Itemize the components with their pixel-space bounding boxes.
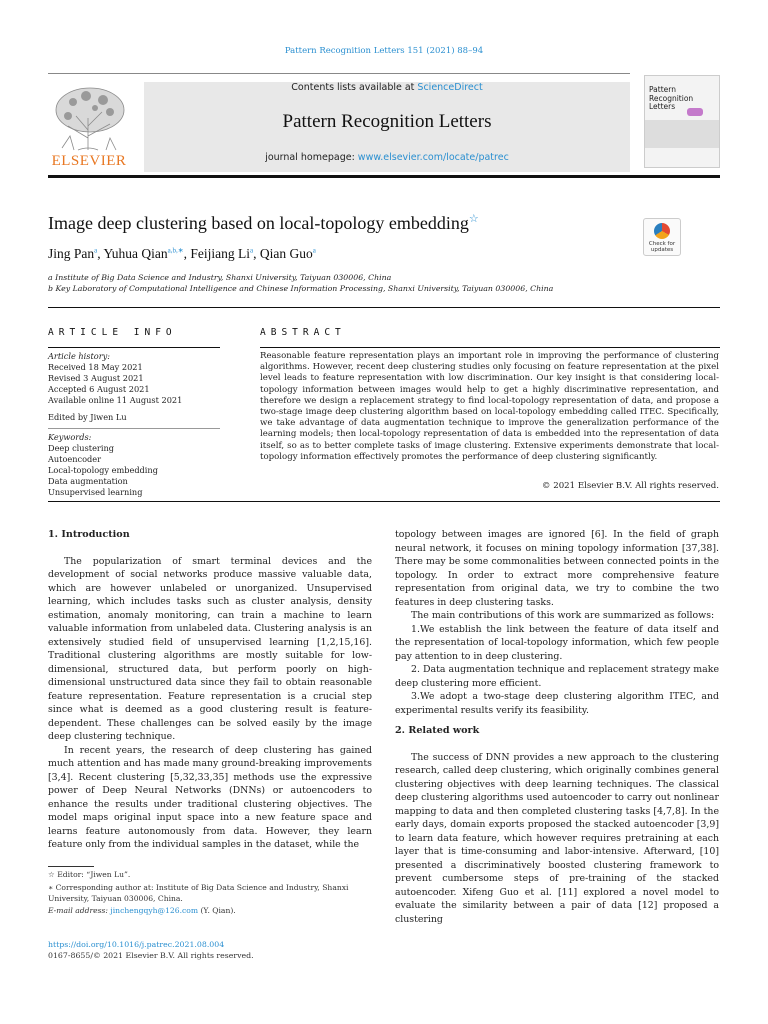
email-link[interactable]: jinchengqyh@126.com bbox=[110, 906, 199, 915]
cover-title: Pattern Recognition Letters bbox=[649, 85, 694, 112]
keywords-rule bbox=[48, 428, 220, 429]
abstract-bottom-rule bbox=[48, 501, 720, 502]
elsevier-wordmark: ELSEVIER bbox=[51, 153, 127, 169]
check-updates-label: Check for updates bbox=[648, 241, 676, 253]
author-list: Jing Pan$^a$, Yuhua Qian$^{a,b,∗}$, Feijiang Li$^a$, Qian Guo$^a$ bbox=[48, 246, 316, 261]
keyword: Autoencoder bbox=[48, 453, 102, 464]
homepage-prefix: journal homepage: bbox=[265, 152, 358, 163]
keyword: Data augmentation bbox=[48, 475, 128, 486]
author-affil-mark[interactable]: a bbox=[249, 246, 254, 255]
abstract-rule bbox=[260, 347, 720, 348]
received-date: Received 18 May 2021 bbox=[48, 361, 143, 372]
body-paragraph: In recent years, the research of deep clustering has gained much attention and has made many ground-breaking improvements [3,4]. Recent clustering [5,32,33,35] methods use the expressive power of Deep Neural Networks (DNNs) or autoencoders to enhance the results under traditional clustering objectives. The model maps original input space into a new feature space and learns feature autonomously from data. However, they learn feature only from the individual samples in the dataset, while the bbox=[48, 744, 372, 850]
journal-name: Pattern Recognition Letters bbox=[282, 111, 492, 132]
online-date: Available online 11 August 2021 bbox=[48, 394, 183, 405]
body-paragraph: The success of DNN provides a new approach to the clustering research, called deep clustering, which originally combines general clustering objectives with deep learning techniques. The classical deep clustering algorithms used autoencoder to carry out nonlinear mapping to data and then completed clustering tasks [4,7,8]. In the early days, domain exports proposed the stacked autoencoder [3,9] to learn data feature, which however requires pretraining at each layer that is time-consuming and labor-intensive. Afterward, [10] presented a discriminatively boosted clustering framework to prevent cumbersome steps of pre-training of the stacked autoencoder. Xifeng Guo et al. [11] explored a novel model to evaluate the similarity between a pair of data [12] proposed a clustering bbox=[395, 751, 719, 925]
check-updates-icon bbox=[654, 223, 670, 239]
revised-date: Revised 3 August 2021 bbox=[48, 372, 144, 383]
section-heading-related-work: 2. Related work bbox=[395, 725, 480, 736]
cover-band bbox=[645, 120, 719, 148]
body-column-left bbox=[48, 528, 372, 852]
body-column-right bbox=[395, 528, 719, 926]
footnote-rule bbox=[48, 866, 94, 867]
header-bottom-rule bbox=[48, 175, 720, 178]
affiliation-b: b Key Laboratory of Computational Intelligence and Chinese Information Processing, Shanxi University, Taiyuan 030006, China bbox=[48, 284, 554, 293]
author-name[interactable]: Qian Guo bbox=[259, 246, 313, 261]
history-label: Article history: bbox=[48, 351, 110, 361]
keywords-block bbox=[48, 432, 158, 497]
email-suffix: (Y. Qian). bbox=[198, 906, 236, 915]
keyword: Local-topology embedding bbox=[48, 464, 158, 475]
footnote-editor: ☆ Editor: “Jiwen Lu”. bbox=[48, 870, 131, 879]
contribution-item: 2. Data augmentation technique and replacement strategy make deep clustering more efficient. bbox=[395, 664, 719, 689]
abstract-text: Reasonable feature representation plays an important role in improving the performance of clustering algorithms. However, recent deep clustering studies only focusing on feature representation at the pixel level leads to feature representation with low discrimination. Our key insight is that considering local-topology information between images would help to get a highly discriminative representation, and therefore we design a replacement strategy to find local-topology representation of data, and propose a two-stage image deep clustering algorithm based on local-topology embedding called ITEC. Specifically, we take advantage of data augmentation technique to improve the generalization performance of the learning models; then local-topology representation of data is embedded into the representation of data itself, so as to better complete tasks of image clustering. Extensive experiments demonstrate that local-topology information effectively promotes the performance of deep clustering significantly. bbox=[260, 351, 719, 462]
journal-homepage-link[interactable]: www.elsevier.com/locate/patrec bbox=[357, 152, 509, 163]
footnote-email bbox=[48, 905, 372, 916]
contents-prefix: Contents lists available at bbox=[291, 82, 418, 93]
contribution-item: 3.We adopt a two-stage deep clustering algorithm ITEC, and experimental results verify its feasibility. bbox=[395, 691, 719, 716]
doi-link[interactable]: https://doi.org/10.1016/j.patrec.2021.08.004 bbox=[48, 940, 225, 949]
abstract-copyright: © 2021 Elsevier B.V. All rights reserved. bbox=[541, 481, 719, 491]
article-title-text: Image deep clustering based on local-topology embedding bbox=[48, 213, 469, 233]
author-name[interactable]: Yuhua Qian bbox=[103, 246, 168, 261]
cover-graphic bbox=[687, 108, 703, 116]
body-paragraph: topology between images are ignored [6]. In the field of graph neural network, it focuses on mining topology information [37,38]. There may be some commonalities between connected points in the topology. In order to extract more comprehensive feature representation from original data, we try to combine the two features in deep clustering tasks. bbox=[395, 529, 719, 608]
journal-cover-thumbnail[interactable] bbox=[644, 75, 720, 168]
accepted-date: Accepted 6 August 2021 bbox=[48, 383, 150, 394]
section-heading-introduction: 1. Introduction bbox=[48, 529, 130, 540]
contents-available-line bbox=[144, 82, 630, 93]
keyword: Deep clustering bbox=[48, 442, 114, 453]
article-info-heading: ARTICLE INFO bbox=[48, 327, 177, 338]
abstract-heading: ABSTRACT bbox=[260, 327, 346, 338]
header-top-rule bbox=[48, 73, 630, 74]
sciencedirect-link[interactable]: ScienceDirect bbox=[417, 82, 483, 93]
footnote-corresponding: ∗ Corresponding author at: Institute of Big Data Science and Industry, Shanxi University, Taiyuan 030006, China. bbox=[48, 883, 349, 903]
journal-reference-link[interactable]: Pattern Recognition Letters 151 (2021) 88–94 bbox=[284, 46, 484, 56]
section-rule bbox=[48, 307, 720, 308]
author-name[interactable]: Feijiang Li bbox=[190, 246, 250, 261]
check-for-updates-badge[interactable] bbox=[643, 218, 681, 256]
article-info-rule bbox=[48, 347, 220, 348]
journal-homepage-line bbox=[144, 152, 630, 163]
article-history bbox=[48, 351, 182, 406]
author-affil-mark[interactable]: a bbox=[312, 246, 316, 255]
article-title bbox=[48, 212, 479, 234]
affiliation-a: a Institute of Big Data Science and Industry, Shanxi University, Taiyuan 030006, China bbox=[48, 273, 392, 282]
title-footnote-star-icon[interactable]: ☆ bbox=[468, 213, 479, 225]
author-name[interactable]: Jing Pan bbox=[48, 246, 95, 261]
keywords-label: Keywords: bbox=[48, 432, 92, 442]
author-affil-mark[interactable]: a,b,∗ bbox=[167, 246, 184, 255]
author-affil-mark[interactable]: a bbox=[94, 246, 98, 255]
contribution-item: 1.We establish the link between the feature of data itself and the representation of local-topology information, which few people pay attention to in deep clustering. bbox=[395, 623, 719, 662]
issn-copyright: 0167-8655/© 2021 Elsevier B.V. All rights reserved. bbox=[48, 951, 254, 960]
body-paragraph: The popularization of smart terminal devices and the development of social networks produce massive valuable data, which are however unlabeled or unorganized. Unsupervised learning, which includes tasks such as cluster analysis, density estimation, anomaly monitoring, can train a machine to learn valuable information from unlabeled data. Clustering analysis is an extensively studied field of unsupervised learning [1,2,15,16]. Traditional clustering algorithms are mostly suitable for low-dimensional, structured data, but perform poorly on high-dimensional unstructured data since they fail to obtain reasonable feature representation. Feature representation is a crucial step since what is deemed as a good clustering result is feature-dependent. These challenges can be solved easily by the image deep clustering technique. bbox=[48, 555, 372, 742]
edited-by: Edited by Jiwen Lu bbox=[48, 412, 127, 422]
body-paragraph: The main contributions of this work are summarized as follows: bbox=[411, 610, 715, 621]
keyword: Unsupervised learning bbox=[48, 486, 143, 497]
email-label: E-mail address: bbox=[48, 906, 111, 915]
